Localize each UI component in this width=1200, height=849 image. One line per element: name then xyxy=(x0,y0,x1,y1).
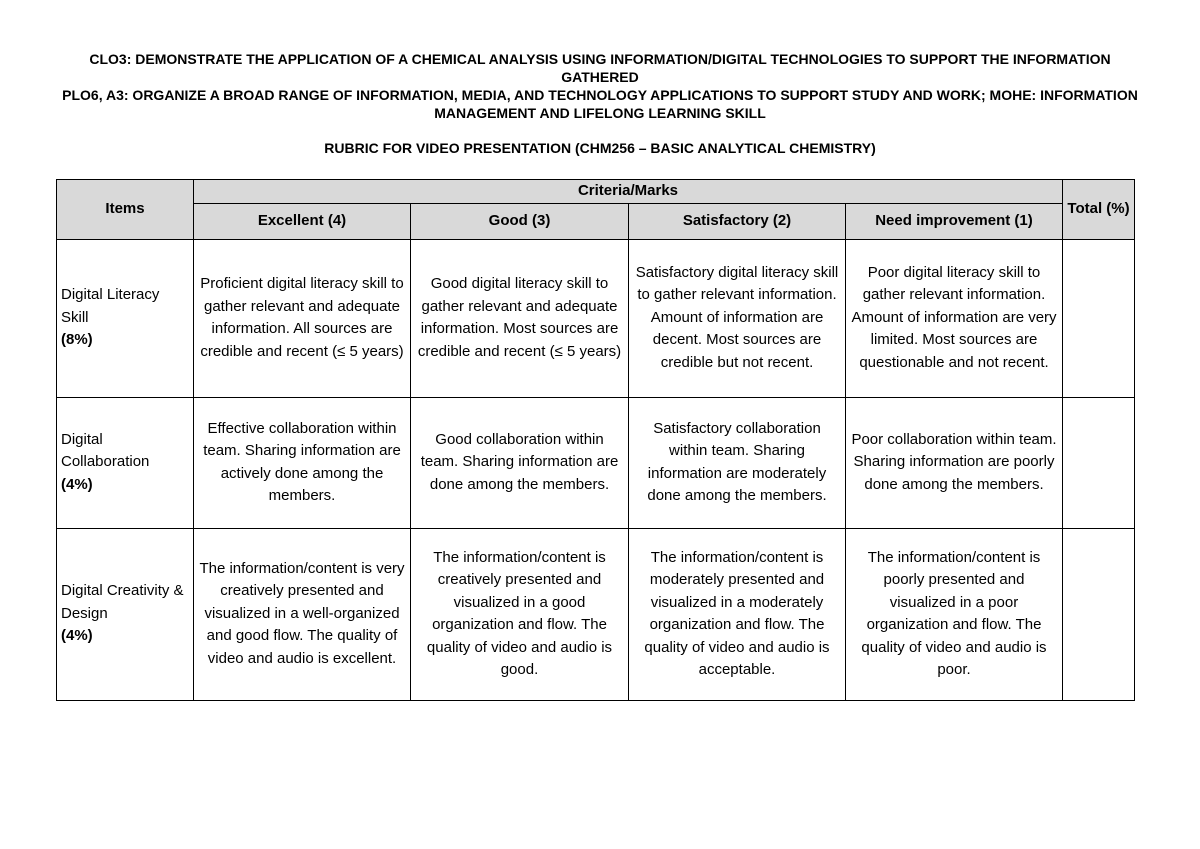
table-row xyxy=(57,528,1135,700)
table-header-row xyxy=(57,180,1135,204)
item-weight: (4%) xyxy=(61,475,93,493)
level-good-header: Good (3) xyxy=(411,203,629,239)
criteria-cell-need-improvement: The information/content is poorly presented and visualized in a poor organization and flow. The quality of video and audio is poor. xyxy=(846,528,1063,700)
rubric-title: RUBRIC FOR VIDEO PRESENTATION (CHM256 – BASIC ANALYTICAL CHEMISTRY) xyxy=(324,140,876,156)
table-row xyxy=(57,397,1135,528)
clo-statement: CLO3: DEMONSTRATE THE APPLICATION OF A CHEMICAL ANALYSIS USING INFORMATION/DIGITAL TECHNOLOGIES TO SUPPORT THE INFORMATION GATHERED xyxy=(89,51,1111,85)
item-cell xyxy=(57,528,194,700)
item-weight: (4%) xyxy=(61,627,93,645)
items-header: Items xyxy=(57,180,194,240)
level-satisfactory-header: Satisfactory (2) xyxy=(629,203,846,239)
levels-header-row xyxy=(57,203,1135,239)
item-cell xyxy=(57,397,194,528)
criteria-cell-excellent: Proficient digital literacy skill to gather relevant and adequate information. All sources are credible and recent (≤ 5 years) xyxy=(194,239,411,397)
item-name: Digital Creativity & Design xyxy=(61,582,184,622)
criteria-cell-excellent: Effective collaboration within team. Sharing information are actively done among the members. xyxy=(194,397,411,528)
total-cell xyxy=(1063,239,1135,397)
total-cell xyxy=(1063,528,1135,700)
item-name: Digital Literacy Skill xyxy=(61,286,160,326)
criteria-cell-excellent: The information/content is very creatively presented and visualized in a well-organized and good flow. The quality of video and audio is excellent. xyxy=(194,528,411,700)
criteria-cell-good: The information/content is creatively presented and visualized in a good organization and flow. The quality of video and audio is good. xyxy=(411,528,629,700)
plo-statement: PLO6, A3: ORGANIZE A BROAD RANGE OF INFORMATION, MEDIA, AND TECHNOLOGY APPLICATIONS TO SUPPORT STUDY AND WORK; MOHE: INFORMATION MANAGEMENT AND LIFELONG LEARNING SKILL xyxy=(62,87,1138,121)
total-cell xyxy=(1063,397,1135,528)
criteria-cell-good: Good collaboration within team. Sharing information are done among the members. xyxy=(411,397,629,528)
document-header xyxy=(60,50,1140,157)
criteria-cell-satisfactory: Satisfactory digital literacy skill to gather relevant information. Amount of information are decent. Most sources are credible but not recent. xyxy=(629,239,846,397)
item-weight: (8%) xyxy=(61,331,93,349)
criteria-cell-satisfactory: The information/content is moderately presented and visualized in a moderately organization and flow. The quality of video and audio is acceptable. xyxy=(629,528,846,700)
level-excellent-header: Excellent (4) xyxy=(194,203,411,239)
criteria-cell-satisfactory: Satisfactory collaboration within team. Sharing information are moderately done among the members. xyxy=(629,397,846,528)
total-header: Total (%) xyxy=(1063,180,1135,240)
table-row xyxy=(57,239,1135,397)
level-need-improvement-header: Need improvement (1) xyxy=(846,203,1063,239)
criteria-cell-need-improvement: Poor digital literacy skill to gather relevant information. Amount of information are very limited. Most sources are questionable and not recent. xyxy=(846,239,1063,397)
criteria-cell-good: Good digital literacy skill to gather relevant and adequate information. Most sources are credible and recent (≤ 5 years) xyxy=(411,239,629,397)
criteria-cell-need-improvement: Poor collaboration within team. Sharing information are poorly done among the members. xyxy=(846,397,1063,528)
item-name: Digital Collaboration xyxy=(61,430,150,471)
item-cell xyxy=(57,239,194,397)
rubric-table xyxy=(56,179,1135,701)
criteria-header: Criteria/Marks xyxy=(194,180,1063,204)
